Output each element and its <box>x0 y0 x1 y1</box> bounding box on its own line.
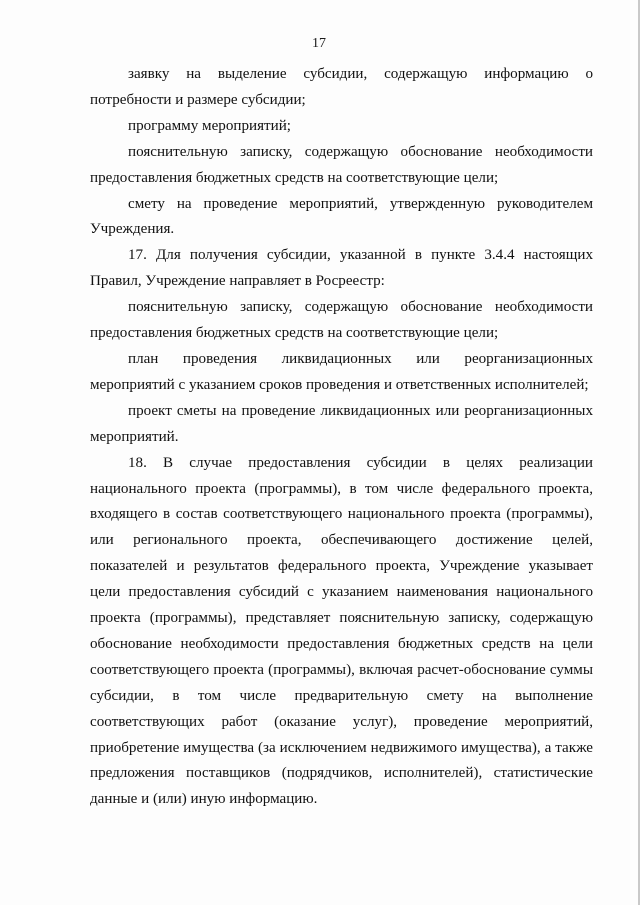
document-body <box>90 62 593 813</box>
paragraph-events-program: программу мероприятий; <box>128 117 291 134</box>
paragraph-estimate-draft: проект сметы на проведение ликвидационных или реорганизационных мероприятий. <box>90 402 593 445</box>
paragraph-application-request: заявку на выделение субсидии, содержащую информацию о потребности и размере субсидии; <box>90 66 593 108</box>
paragraph-liquidation-plan: план проведения ликвидационных или реорганизационных мероприятий с указанием сроков проведения и ответственных исполнителей; <box>90 350 593 393</box>
paragraph-explanatory-note-2: пояснительную записку, содержащую обоснование необходимости предоставления бюджетных средств на соответствующие цели; <box>90 299 593 342</box>
paragraph-estimate: смету на проведение мероприятий, утвержденную руководителем Учреждения. <box>90 195 593 238</box>
paragraph-clause-18: 18. В случае предоставления субсидии в целях реализации национального проекта (программы), в том числе федерального проекта, входящего в состав соответствующего национального проекта (программы), или регионального проекта, обеспечивающего достижение целей, показателей и результатов федерального проекта, Учреждение указывает цели предоставления субсидий с указанием наименования национального проекта (программы), представляет пояснительную записку, содержащую обоснование необходимости предоставления бюджетных средств на цели соответствующего проекта (программы), включая расчет-обоснование суммы субсидии, в том числе предварительную смету на выполнение соответствующих работ (оказание услуг), проведение мероприятий, приобретение имущества (за исключением недвижимого имущества), а также предложения поставщиков (подрядчиков, исполнителей), статистические данные и (или) иную информацию. <box>90 454 593 808</box>
page-number: 17 <box>312 36 326 51</box>
paragraph-clause-17: 17. Для получения субсидии, указанной в пункте 3.4.4 настоящих Правил, Учреждение направляет в Росреестр: <box>90 247 593 290</box>
paragraph-explanatory-note: пояснительную записку, содержащую обоснование необходимости предоставления бюджетных средств на соответствующие цели; <box>90 143 593 186</box>
